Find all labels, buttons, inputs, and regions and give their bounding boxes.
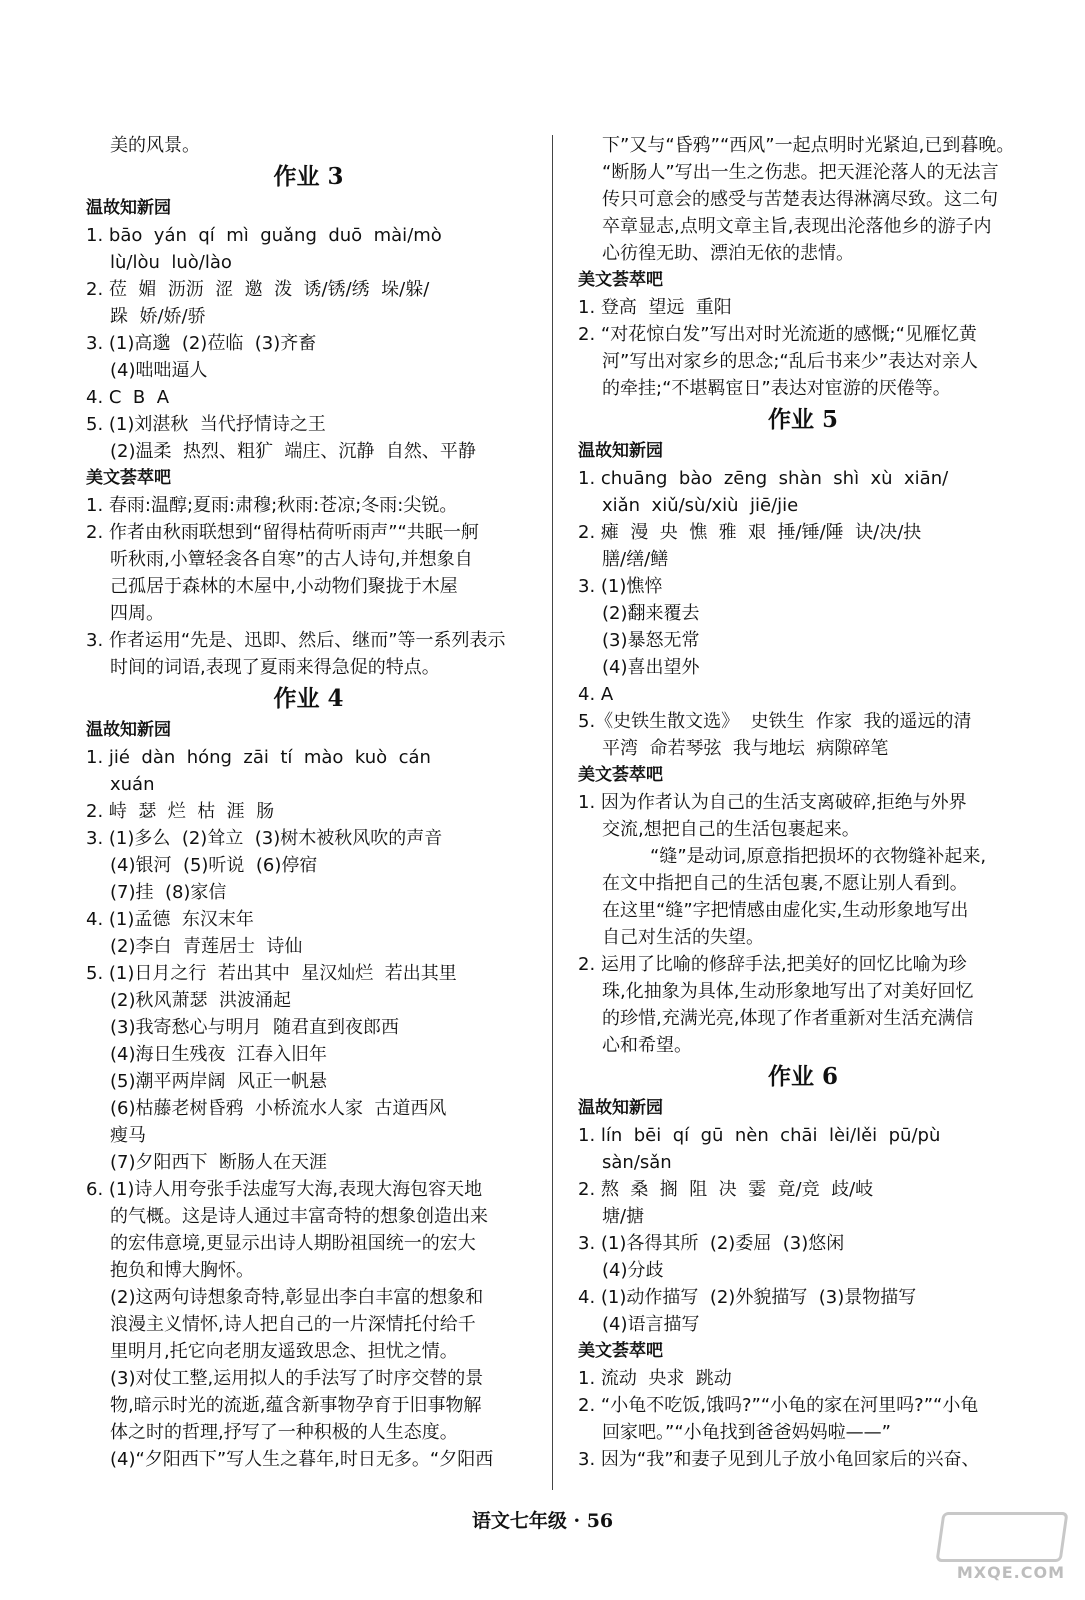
- right-column: [578, 132, 1028, 1473]
- answer-continuation: 回家吧。”“小龟找到爸爸妈妈啦——”: [602, 1422, 891, 1443]
- answer-continuation: 下”又与“昏鸦”“西风”一起点明时光紧迫,已到暮晚。: [602, 135, 1015, 156]
- answer-item: 4. (1)动作描写 (2)外貌描写 (3)景物描写: [578, 1287, 917, 1308]
- answer-item: 2. 作者由秋雨联想到“留得枯荷听雨声”“共眠一舸: [86, 522, 479, 543]
- answer-continuation: 听秋雨,小簟轻衾各自寒”的古人诗句,并想象自: [110, 549, 473, 570]
- answer-continuation: 美的风景。: [110, 135, 200, 156]
- answer-continuation: 传只可意会的感受与苦楚表达得淋漓尽致。这二句: [602, 189, 998, 210]
- section-title: 美文荟萃吧: [86, 468, 171, 488]
- answer-item: 6. (1)诗人用夸张手法虚写大海,表现大海包容天地: [86, 1179, 483, 1200]
- answer-continuation: 平湾 命若琴弦 我与地坛 病隙碎笔: [602, 738, 889, 759]
- answer-item: 4. A: [578, 684, 614, 705]
- watermark-logo: [925, 1512, 1065, 1582]
- assignment-heading: 作业 5: [767, 406, 838, 433]
- answer-continuation: (4)银河 (5)听说 (6)停宿: [110, 855, 318, 876]
- answer-item: 1. jié dàn hóng zāi tí mào kuò cán: [86, 747, 431, 768]
- answer-continuation: 的气概。这是诗人通过丰富奇特的想象创造出来: [110, 1206, 488, 1227]
- answer-item: 3. (1)高邈 (2)莅临 (3)齐畜: [86, 333, 317, 354]
- answer-continuation: 己孤居于森林的木屋中,小动物们聚拢于木屋: [110, 576, 458, 597]
- answer-item: 1. 流动 央求 跳动: [578, 1368, 732, 1389]
- answer-continuation: 河”写出对家乡的思念;“乱后书来少”表达对亲人: [602, 351, 979, 372]
- answer-continuation: 在文中指把自己的生活包裹,不愿让别人看到。: [602, 873, 968, 894]
- answer-continuation: 跺 娇/娇/骄: [110, 306, 206, 327]
- left-column: [86, 132, 531, 1473]
- answer-item: 1. bāo yán qí mì guǎng duō mài/mò: [86, 225, 442, 246]
- column-divider: [552, 135, 553, 1490]
- assignment-heading: 作业 4: [273, 685, 344, 712]
- answer-continuation: 交流,想把自己的生活包裹起来。: [602, 819, 860, 840]
- answer-continuation: (7)夕阳西下 断肠人在天涯: [110, 1152, 327, 1173]
- watermark-text: MXQE.COM: [956, 1563, 1065, 1582]
- answer-continuation: (3)对仗工整,运用拟人的手法写了时序交替的景: [110, 1368, 484, 1389]
- answer-continuation: 卒章显志,点明文章主旨,表现出沦落他乡的游子内: [602, 216, 992, 237]
- answer-continuation: (5)潮平两岸阔 风正一帆悬: [110, 1071, 327, 1092]
- answer-continuation: 珠,化抽象为具体,生动形象地写出了对美好回忆: [602, 981, 974, 1002]
- answer-continuation: (7)挂 (8)家信: [110, 882, 227, 903]
- answer-continuation: 的珍惜,充满光亮,体现了作者重新对生活充满信: [602, 1008, 974, 1029]
- section-title: 美文荟萃吧: [578, 270, 663, 290]
- section-title: 温故知新园: [86, 198, 171, 218]
- answer-continuation: (2)这两句诗想象奇特,彰显出李白丰富的想象和: [110, 1287, 484, 1308]
- section-title: 美文荟萃吧: [578, 765, 663, 785]
- answer-item: 2. 莅 媚 沥沥 涩 邀 泼 诱/锈/绣 垛/躲/: [86, 279, 430, 300]
- answer-item: 3. (1)多么 (2)耸立 (3)树木被秋风吹的声音: [86, 828, 443, 849]
- answer-continuation: 自己对生活的失望。: [602, 927, 764, 948]
- answer-continuation: (4)海日生残夜 江春入旧年: [110, 1044, 327, 1065]
- answer-item: 5.《史铁生散文选》 史铁生 作家 我的遥远的清: [578, 711, 972, 732]
- page-footer: 语文七年级 · 56: [471, 1510, 614, 1532]
- answer-continuation: 的宏伟意境,更显示出诗人期盼祖国统一的宏大: [110, 1233, 476, 1254]
- answer-continuation: (2)李白 青莲居士 诗仙: [110, 936, 303, 957]
- section-title: 温故知新园: [578, 441, 663, 461]
- answer-item: 2. 运用了比喻的修辞手法,把美好的回忆比喻为珍: [578, 954, 967, 975]
- answer-continuation: (4)喜出望外: [602, 657, 700, 678]
- answer-continuation: (4)“夕阳西下”写人生之暮年,时日无多。“夕阳西: [110, 1449, 494, 1470]
- answer-continuation: 四周。: [110, 603, 164, 624]
- answer-continuation: xiǎn xiǔ/sù/xiù jiē/jie: [602, 495, 799, 516]
- answer-item: 3. (1)憔悴: [578, 576, 663, 597]
- answer-continuation: 物,暗示时光的流逝,蕴含新事物孕育于旧事物解: [110, 1395, 482, 1416]
- answer-item: 4. (1)孟德 东汉末年: [86, 909, 254, 930]
- section-title: 美文荟萃吧: [578, 1341, 663, 1361]
- answer-continuation: (2)翻来覆去: [602, 603, 700, 624]
- answer-item: 2. 峙 瑟 烂 枯 涯 肠: [86, 801, 275, 822]
- answer-item: 1. 春雨:温醇;夏雨:肃穆;秋雨:苍凉;冬雨:尖锐。: [86, 495, 458, 516]
- answer-continuation: 塘/搪: [602, 1206, 645, 1227]
- answer-continuation: sàn/sǎn: [602, 1152, 672, 1173]
- answer-continuation: (6)枯藤老树昏鸦 小桥流水人家 古道西风: [110, 1098, 447, 1119]
- answer-item: 5. (1)日月之行 若出其中 星汉灿烂 若出其里: [86, 963, 457, 984]
- assignment-heading: 作业 6: [767, 1063, 838, 1090]
- answer-continuation: 浪漫主义情怀,诗人把自己的一片深情托付给千: [110, 1314, 476, 1335]
- assignment-heading: 作业 3: [273, 163, 344, 190]
- answer-continuation: “断肠人”写出一生之伤悲。把天涯沦落人的无法言: [602, 162, 999, 183]
- answer-paragraph: “缝”是动词,原意指把损坏的衣物缝补起来,: [650, 846, 987, 867]
- answer-continuation: 里明月,托它向老朋友遥致思念、担忧之情。: [110, 1341, 458, 1362]
- answer-continuation: lù/lòu luò/lào: [110, 252, 232, 273]
- answer-continuation: (4)分歧: [602, 1260, 664, 1281]
- answer-item: 2. “对花惊白发”写出对时光流逝的感慨;“见雁忆黄: [578, 324, 977, 345]
- section-title: 温故知新园: [578, 1098, 663, 1118]
- answer-item: 3. (1)各得其所 (2)委屈 (3)悠闲: [578, 1233, 845, 1254]
- answer-continuation: 在这里“缝”字把情感由虚化实,生动形象地写出: [602, 900, 969, 921]
- answer-continuation: 心和希望。: [602, 1035, 692, 1056]
- answer-item: 1. 因为作者认为自己的生活支离破碎,拒绝与外界: [578, 792, 967, 813]
- answer-continuation: 抱负和博大胸怀。: [110, 1260, 254, 1281]
- answer-item: 5. (1)刘湛秋 当代抒情诗之王: [86, 414, 326, 435]
- answer-item: 1. lín bēi qí gū nèn chāi lèi/lěi pū/pù: [578, 1125, 941, 1146]
- answer-continuation: (4)咄咄逼人: [110, 360, 208, 381]
- answer-item: 4. C B A: [86, 387, 170, 408]
- answer-continuation: 的牵挂;“不堪羁宦日”表达对宦游的厌倦等。: [602, 378, 951, 399]
- answer-item: 3. 因为“我”和妻子见到儿子放小龟回家后的兴奋、: [578, 1449, 980, 1470]
- answer-continuation: (3)我寄愁心与明月 随君直到夜郎西: [110, 1017, 399, 1038]
- answer-item: 2. 熬 桑 搁 阻 决 霎 竟/竞 歧/岐: [578, 1179, 874, 1200]
- answer-continuation: (3)暴怒无常: [602, 630, 700, 651]
- answer-continuation: 体之时的哲理,抒写了一种积极的人生态度。: [110, 1422, 458, 1443]
- answer-continuation: 瘦马: [110, 1125, 146, 1146]
- answer-item: 2. 瘫 漫 央 憔 雅 艰 捶/锤/陲 诀/决/抉: [578, 522, 922, 543]
- section-title: 温故知新园: [86, 720, 171, 740]
- answer-continuation: 膳/缮/鳝: [602, 549, 669, 570]
- answer-item: 3. 作者运用“先是、迅即、然后、继而”等一系列表示: [86, 630, 506, 651]
- answer-item: 1. chuāng bào zēng shàn shì xù xiān/: [578, 468, 949, 489]
- answer-continuation: (2)秋风萧瑟 洪波涌起: [110, 990, 291, 1011]
- answer-continuation: 心彷徨无助、漂泊无依的悲情。: [602, 243, 854, 264]
- answer-item: 2. “小龟不吃饭,饿吗?”“小龟的家在河里吗?”“小龟: [578, 1395, 979, 1416]
- answer-continuation: 时间的词语,表现了夏雨来得急促的特点。: [110, 657, 440, 678]
- answer-continuation: xuán: [110, 774, 155, 795]
- answer-item: 1. 登高 望远 重阳: [578, 297, 732, 318]
- answer-continuation: (2)温柔 热烈、粗犷 端庄、沉静 自然、平静: [110, 441, 476, 462]
- answer-continuation: (4)语言描写: [602, 1314, 700, 1335]
- watermark-frame: [935, 1512, 1068, 1562]
